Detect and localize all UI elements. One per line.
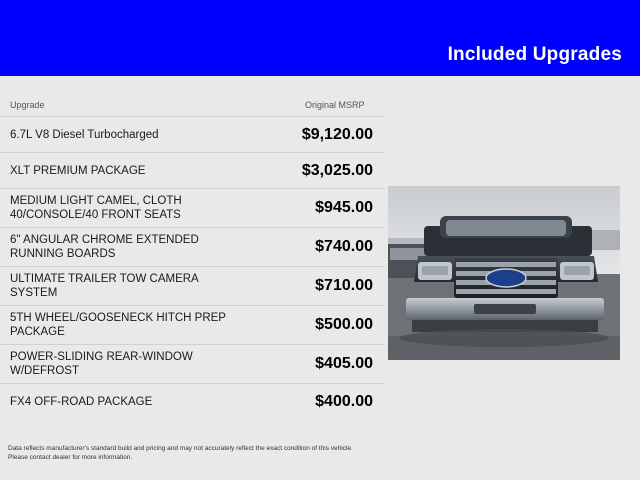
- upgrade-label: 5TH WHEEL/GOOSENECK HITCH PREP PACKAGE: [10, 312, 226, 338]
- upgrade-label: MEDIUM LIGHT CAMEL, CLOTH 40/CONSOLE/40 FRONT SEATS: [10, 195, 182, 221]
- disclaimer-line-2: Please contact dealer for more information.: [8, 454, 133, 461]
- disclaimer-line-1: Data reflects manufacturer's standard build and pricing and may not accurately reflect the exact condition of this vehicle.: [8, 445, 353, 452]
- upgrade-label: XLT PREMIUM PACKAGE: [10, 164, 146, 177]
- table-row: [0, 188, 385, 227]
- upgrade-price: $9,120.00: [301, 125, 373, 143]
- upgrade-price: $400.00: [315, 392, 373, 410]
- table-row: [0, 152, 385, 188]
- disclaimer: [8, 444, 388, 462]
- upgrades-table: [0, 116, 385, 419]
- column-header-upgrade: Upgrade: [10, 100, 45, 110]
- upgrade-price: $945.00: [315, 199, 373, 216]
- upgrade-label: 6.7L V8 Diesel Turbocharged: [10, 128, 159, 141]
- upgrade-price: $3,025.00: [301, 161, 373, 179]
- table-row: [0, 116, 385, 152]
- upgrade-price: $500.00: [315, 316, 373, 333]
- table-row: [0, 344, 385, 383]
- upgrade-price: $710.00: [315, 277, 373, 294]
- vehicle-photo: [388, 186, 620, 360]
- page-content: [0, 76, 640, 480]
- column-header-msrp: Original MSRP: [305, 100, 365, 110]
- upgrade-label: ULTIMATE TRAILER TOW CAMERA SYSTEM: [10, 273, 199, 299]
- table-row: [0, 305, 385, 344]
- upgrade-price: $740.00: [315, 238, 373, 255]
- table-row: [0, 266, 385, 305]
- upgrade-label: POWER-SLIDING REAR-WINDOW W/DEFROST: [10, 351, 193, 377]
- table-row: [0, 383, 385, 419]
- page-header: [0, 0, 640, 76]
- upgrade-price: $405.00: [315, 355, 373, 372]
- upgrade-label: 6" ANGULAR CHROME EXTENDED RUNNING BOARDS: [10, 234, 199, 260]
- upgrade-label: FX4 OFF-ROAD PACKAGE: [10, 395, 153, 408]
- table-row: [0, 227, 385, 266]
- page-title: Included Upgrades: [447, 44, 622, 65]
